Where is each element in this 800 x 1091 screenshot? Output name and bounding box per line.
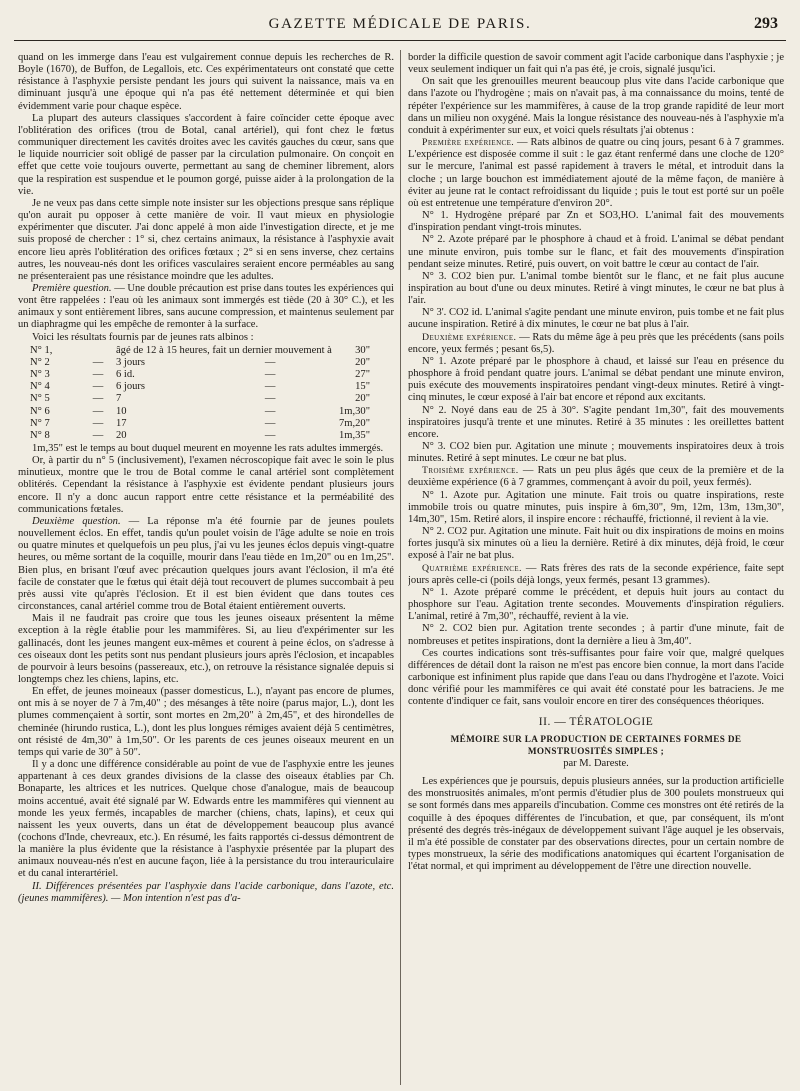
table-cell: 17 bbox=[116, 417, 127, 429]
experiment-text: — Rats albinos de quatre ou cinq jours, pesant 6 à 7 grammes. L'expérience est disposée comme il suit : le gaz étant renfermé dans une cloche de 120° sur le mercure, l'animal est passé rapidement à travers le métal, et introduit dans la cloche ; un large bouchon est immédiatement ajouté de la même façon, de manière à éviter au jeune rat le contact refroidissant du liquide ; puis le tout est porté sur un poêle où est entretenue une température d'environ 20°. bbox=[408, 137, 784, 209]
result-item: N° 3. CO2 bien pur. L'animal tombe bientôt sur le flanc, et ne fait plus aucune inspiration au bout d'une ou deux minutes. Retiré à vingt minutes, le cœur ne bat plus à l'air. bbox=[408, 270, 784, 307]
table-row bbox=[30, 406, 370, 418]
table-cell: — bbox=[264, 417, 276, 429]
result-item: N° 1. Hydrogène préparé par Zn et SO3,HO. L'animal fait des mouvements d'inspiration pendant vingt-trois minutes. bbox=[408, 210, 784, 234]
result-item: N° 2. Azote préparé par le phosphore à chaud et à froid. L'animal se débat pendant une minute environ, puis tombe sur le flanc, et fait des mouvements d'inspiration pendant seize minutes. Retiré, puis ouvert, on voit battre le cœur au contact de l'air. bbox=[408, 234, 784, 270]
table-cell: N° 6 bbox=[30, 405, 50, 417]
result-item: N° 2. CO2 pur. Agitation une minute. Fait huit ou dix inspirations de moins en moins fortes jusqu'à six minutes où a lieu la dernière. Retiré à dix minutes, déjà froid, le cœur exposé à l'air ne bat plus. bbox=[408, 526, 784, 562]
paragraph: quand on les immerge dans l'eau est vulgairement connue depuis les recherches de R. Boyle (1670), de Buffon, de Legallois, etc. Ces expérimentateurs ont constaté que cette résistance à l'asphyxie persiste pendant les jours qui suivent la naissance, mais va en diminuant jusqu'à une époque qui n'a pas été nettement déterminée et qui bien évidemment varie pour chaque espèce. bbox=[18, 52, 394, 112]
paragraph: Or, à partir du n° 5 (inclusivement), l'examen nécroscopique fait avec le soin le plus minutieux, montre que le trou de Botal comme le canal artériel sont complètement oblitérés. Cependant la résistance à l'asphyxie est évidente pendant plusieurs jours encore. Il n'y a donc aucun rapport entre cette résistance et la perméabilité des communications fœtales. bbox=[18, 455, 394, 515]
table-cell: N° 5 bbox=[30, 393, 50, 405]
paragraph: Je ne veux pas dans cette simple note insister sur les objections presque sans réplique qu'on aurait pu opposer à cette manière de voir. Il vaut mieux en physiologie expérimenter que discuter. J'ai donc appelé à mon aide l'investigation directe, et je me suis proposé de chercher : 1° si, chez certains animaux, la résistance à l'asphyxie avait encore lieu après l'oblitération des orifices fœtaux ; 2° si en sens inverse, chez certains autres, les nouveau-nés dont les orifices vasculaires seraient encore perméables au sang ne présenteraient pas une résistance moindre que les adultes. bbox=[18, 197, 394, 282]
table-cell: 6 id. bbox=[116, 369, 135, 381]
experiment-text: — Rats un peu plus âgés que ceux de la première et de la deuxième expérience (6 à 7 grammes, commençant à avoir du poil, yeux fermés). bbox=[408, 465, 784, 489]
paragraph: En effet, de jeunes moineaux (passer domesticus, L.), n'ayant pas encore de plumes, ont mis à se noyer de 7 à 7m,40" ; des mésanges à tête noire (parus major, L.), dont les plumes commençaient à sortir, sont mortes en 2m,20" à 2m,45", et des hirondelles de cheminée (hirundo rustica, L.), dont les plus longues rémiges avaient déjà 5 centimètres, ont résisté de 4m,30" à 1m,50". Or les parents de ces jeunes oiseaux meurent en un temps qui varie de 30" à 50". bbox=[18, 686, 394, 758]
paragraph: Voici les résultats fournis par de jeunes rats albinos : bbox=[32, 331, 254, 343]
table-cell: 20" bbox=[355, 356, 370, 368]
table-cell: 1m,30" bbox=[339, 405, 370, 417]
table-cell: 15" bbox=[355, 381, 370, 393]
table-row bbox=[30, 381, 370, 393]
table-cell: — bbox=[264, 393, 276, 405]
table-cell: 3 jours bbox=[116, 356, 146, 368]
table-cell: 1m,35" bbox=[339, 429, 370, 441]
experiment-text: — Rats du même âge à peu près que les précédents (sans poils encore, yeux fermés ; pesant 6s,5). bbox=[408, 331, 784, 355]
paragraph bbox=[408, 465, 784, 489]
table-cell: N° 8 bbox=[30, 429, 50, 441]
table-row bbox=[30, 345, 370, 357]
table-cell: — bbox=[264, 381, 276, 393]
paragraph bbox=[18, 283, 394, 332]
table-cell: N° 1, bbox=[30, 344, 53, 356]
memoir-author: par M. Dareste. bbox=[563, 757, 629, 769]
memoir-title: MÉMOIRE SUR LA PRODUCTION DE CERTAINES FORMES DE MONSTRUOSITÉS SIMPLES ; bbox=[450, 733, 742, 756]
rats-table bbox=[30, 345, 370, 442]
table-cell: 10 bbox=[116, 405, 127, 417]
experiment-label: Quatrième expérience. bbox=[422, 562, 522, 574]
experiment-label: Troisième expérience. bbox=[422, 465, 519, 477]
paragraph: border la difficile question de savoir comment agit l'acide carbonique dans l'asphyxie ; je veux seulement indiquer un fait qui n'a pas été, je crois, signalé jusqu'ici. bbox=[408, 52, 784, 76]
paragraph: Il y a donc une différence considérable au point de vue de l'asphyxie entre les jeunes appartenant à ces deux grandes divisions de la classe des oiseaux établies par Ch. Bonaparte, les altrices et les nutrices. Quelque chose d'analogue, mais de beaucoup moins accentué, avait été signalé par W. Edwards entre les mammifères qui viennent au monde les yeux fermés, incapables de marcher (chiens, chats, lapins), et ceux qui naissent les yeux ouverts, dans un état de développement beaucoup plus avancé (cochons d'Inde, chevreaux, etc.). En résumé, les faits rapportés ci-dessus démontrent de la manière la plus évidente que la résistance à l'asphyxie présentée par la plupart des animaux nouveau-nés n'est en aucune façon, liée à la persistance du trou interauriculaire et du canal interartériel. bbox=[18, 759, 394, 880]
right-column bbox=[408, 52, 784, 1082]
paragraph: Mais il ne faudrait pas croire que tous les jeunes oiseaux présentent la même exception à la règle établie pour les mammifères. Si, au lieu d'expérimenter sur les gallinacés, dont les jeunes mangent eux-mêmes et courent à peine éclos, on s'adresse à ces oiseaux dont les petits sont nus pendant plusieurs jours après l'éclosion, et incapables de pourvoir à leurs besoins (passereaux, etc.), on retrouve la résistance signalée depuis si longtemps chez les chiens, lapins, etc. bbox=[18, 613, 394, 685]
table-cell: N° 7 bbox=[30, 417, 50, 429]
result-item: N° 2. Noyé dans eau de 25 à 30°. S'agite pendant 1m,30", fait des mouvements inspiratoires jusqu'à trente et une minutes. Retiré à 35 minutes : les oreillettes battent encore. bbox=[408, 404, 784, 440]
question-label: Première question. bbox=[32, 282, 112, 294]
result-item: N° 3'. CO2 id. L'animal s'agite pendant une minute environ, puis tombe et ne fait plus aucune inspiration. Retiré à dix minutes, le cœur ne bat plus à l'air. bbox=[408, 307, 784, 331]
table-row bbox=[30, 393, 370, 405]
table-cell: — bbox=[264, 369, 276, 381]
paragraph bbox=[18, 516, 394, 613]
paragraph: 1m,35" est le temps au bout duquel meurent en moyenne les rats adultes immergés. bbox=[32, 443, 384, 454]
question-label: Deuxième question. bbox=[32, 515, 121, 527]
table-cell: — bbox=[264, 356, 276, 368]
table-cell: 20 bbox=[116, 429, 127, 441]
paragraph bbox=[408, 137, 784, 210]
experiment-text: — Rats frères des rats de la seconde expérience, faite sept jours après celle-ci (poils déjà longs, yeux fermés, pesant 13 grammes). bbox=[408, 562, 784, 586]
table-cell: 7 bbox=[116, 393, 122, 405]
result-item: N° 1. Azote préparé par le phosphore à chaud, et laissé sur l'eau en présence du phosphore à froid pendant quatre jours. L'animal se débat pendant une minute environ, puis exécute des mouvements inspiratoires pendant vingt-deux minutes. Retiré à vingt-cinq minutes, le cœur exposé à l'air bat encore et répond aux excitants. bbox=[408, 355, 784, 404]
question-text: — Une double précaution est prise dans toutes les expériences qui vont être rappelées : l'eau où les animaux sont immergés est tiède (20 à 30° C.), et les animaux y sont entièrement libres, sans aucune compression, et maintenus seulement par un diaphragme qui les empêche de remonter à la surface. bbox=[18, 282, 394, 331]
table-cell: — bbox=[92, 381, 104, 393]
paragraph bbox=[408, 332, 784, 356]
experiment-label: Deuxième expérience. bbox=[422, 331, 517, 343]
table-row bbox=[30, 418, 370, 430]
paragraph: On sait que les grenouilles meurent beaucoup plus vite dans l'acide carbonique que dans l'azote ou l'hydrogène ; mais on n'avait pas, à ma connaissance du moins, tenté de répéter l'expérience sur les mammifères, à cause de la trop grande rapidité de leur mort dans un milieu non oxygéné. Mais la longue résistance des nouveau-nés à l'asphyxie m'a conduit à expérimenter sur eux, et voici quels résultats j'ai obtenus : bbox=[408, 76, 784, 136]
page-number: 293 bbox=[754, 15, 778, 32]
result-item: N° 3. CO2 bien pur. Agitation une minute ; mouvements inspiratoires deux à trois minutes. Retiré à sept minutes. Le cœur ne bat plus. bbox=[408, 441, 784, 465]
table-cell: N° 2 bbox=[30, 356, 50, 368]
table-cell: — bbox=[264, 429, 276, 441]
table-cell: — bbox=[92, 356, 104, 368]
column-divider bbox=[400, 50, 401, 1085]
left-column bbox=[18, 52, 394, 1082]
result-item: N° 2. CO2 bien pur. Agitation trente secondes ; à partir d'une minute, fait de nombreuses et petites inspirations, dont la dernière a lieu à 3m,40". bbox=[408, 623, 784, 647]
result-item: N° 1. Azote pur. Agitation une minute. Fait trois ou quatre inspirations, reste immobile trois ou quatre minutes, puis inspire à 6m,30", 9m, 12m, 13m, 13m,30", 14m,30", 15m. Retiré alors, il inspire encore : réchauffé, frictionné, il revient à la vie. bbox=[408, 489, 784, 525]
table-cell: 30" bbox=[355, 344, 370, 356]
table-cell: — bbox=[92, 369, 104, 381]
section-heading: II. — TÉRATOLOGIE bbox=[538, 716, 654, 729]
question-text: — La réponse m'a été fournie par de jeunes poulets nouvellement éclos. En effet, tandis qu'un poulet voisin de l'âge adulte se noie en trois ou quatre minutes et quelquefois un peu plus, j'ai vu les jeunes éclos depuis vingt-quatre heures, ou même sortant de la coquille, mourir dans l'eau tiède en 1m,20" ou en 1m,25". Bien plus, en brisant l'œuf avec précaution quelques jours avant l'éclosion, il m'a été facile de constater que le fœtus qui était déjà tout recouvert de plumes succombait à peu près aussi vite qu'après l'éclosion. Et il est bien évident que dans toutes ces circonstances, canal artériel comme trou de Botal étaient entièrement ouverts. bbox=[18, 515, 394, 613]
subsection-heading: II. Différences présentées par l'asphyxie dans l'acide carbonique, dans l'azote, etc. (jeunes mammifères). — Mon intention n'est pas d'a- bbox=[18, 880, 394, 904]
table-cell: — bbox=[92, 405, 104, 417]
page-header bbox=[14, 14, 786, 41]
table-cell: N° 4 bbox=[30, 381, 50, 393]
table-cell: N° 3 bbox=[30, 369, 50, 381]
experiment-label: Première expérience. bbox=[422, 137, 515, 149]
paragraph: Ces courtes indications sont très-suffisantes pour faire voir que, malgré quelques différences de détail dont la raison ne m'est pas encore bien connue, la mort dans l'acide carbonique est infiniment plus rapide que dans l'eau ou dans l'hydrogène et l'azote. Voici donc vérifié pour les mammifères ce qui avait été constaté pour les batraciens. Je me contente d'indiquer ce fait, sans vouloir encore en tirer des conséquences théoriques. bbox=[408, 647, 784, 708]
table-cell: — bbox=[92, 393, 104, 405]
table-cell: 7m,20" bbox=[339, 417, 370, 429]
journal-title: GAZETTE MÉDICALE DE PARIS. bbox=[268, 16, 532, 32]
table-cell: — bbox=[92, 417, 104, 429]
table-row bbox=[30, 369, 370, 381]
table-cell: 6 jours bbox=[116, 381, 146, 393]
table-cell: âgé de 12 à 15 heures, fait un dernier mouvement à bbox=[116, 344, 332, 356]
table-cell: 20" bbox=[355, 393, 370, 405]
paragraph: Les expériences que je poursuis, depuis plusieurs années, sur la production artificielle des monstruosités animales, m'ont permis d'étudier plus de 300 poulets monstrueux qui se sont formés dans mes appareils d'incubation. Comme ces monstres ont été retirés de la coquille à des époques différentes de l'incubation, et que, par conséquent, ils m'ont présenté des degrés très-inégaux de développement suivant l'âge auquel je les observais, il m'a été possible de constater par des observations directes, pour un certain nombre de types monstrueux, la série des modifications anatomiques qui écartent l'organisation de l'état normal, et qui impriment au développement de l'être une direction nouvelle. bbox=[408, 776, 784, 873]
paragraph bbox=[408, 563, 784, 587]
table-cell bbox=[80, 345, 116, 357]
table-cell: — bbox=[264, 405, 276, 417]
paragraph: La plupart des auteurs classiques s'accordent à faire coïncider cette époque avec l'oblitération des orifices (trou de Botal, canal artériel), qui font chez le fœtus communiquer directement les cavités droites avec les cavités gauches du cœur, sans que le liquide nourricier soit obligé de passer par la circulation pulmonaire. On conçoit en effet que cette voie toujours ouverte, permettant au sang de cheminer librement, alors que la respiration est suspendue et le poumon gorgé, puisse aider à la prolongation de la vie. bbox=[18, 112, 394, 197]
table-row bbox=[30, 430, 370, 442]
result-item: N° 1. Azote préparé comme le précédent, et depuis huit jours au contact du phosphore sur l'eau. Agitation trente secondes. Mouvements d'inspiration réguliers. L'animal, retiré à 7m,30", réchauffé, revient à la vie. bbox=[408, 586, 784, 623]
table-cell: — bbox=[92, 429, 104, 441]
table-cell: 27" bbox=[355, 369, 370, 381]
table-row bbox=[30, 357, 370, 369]
